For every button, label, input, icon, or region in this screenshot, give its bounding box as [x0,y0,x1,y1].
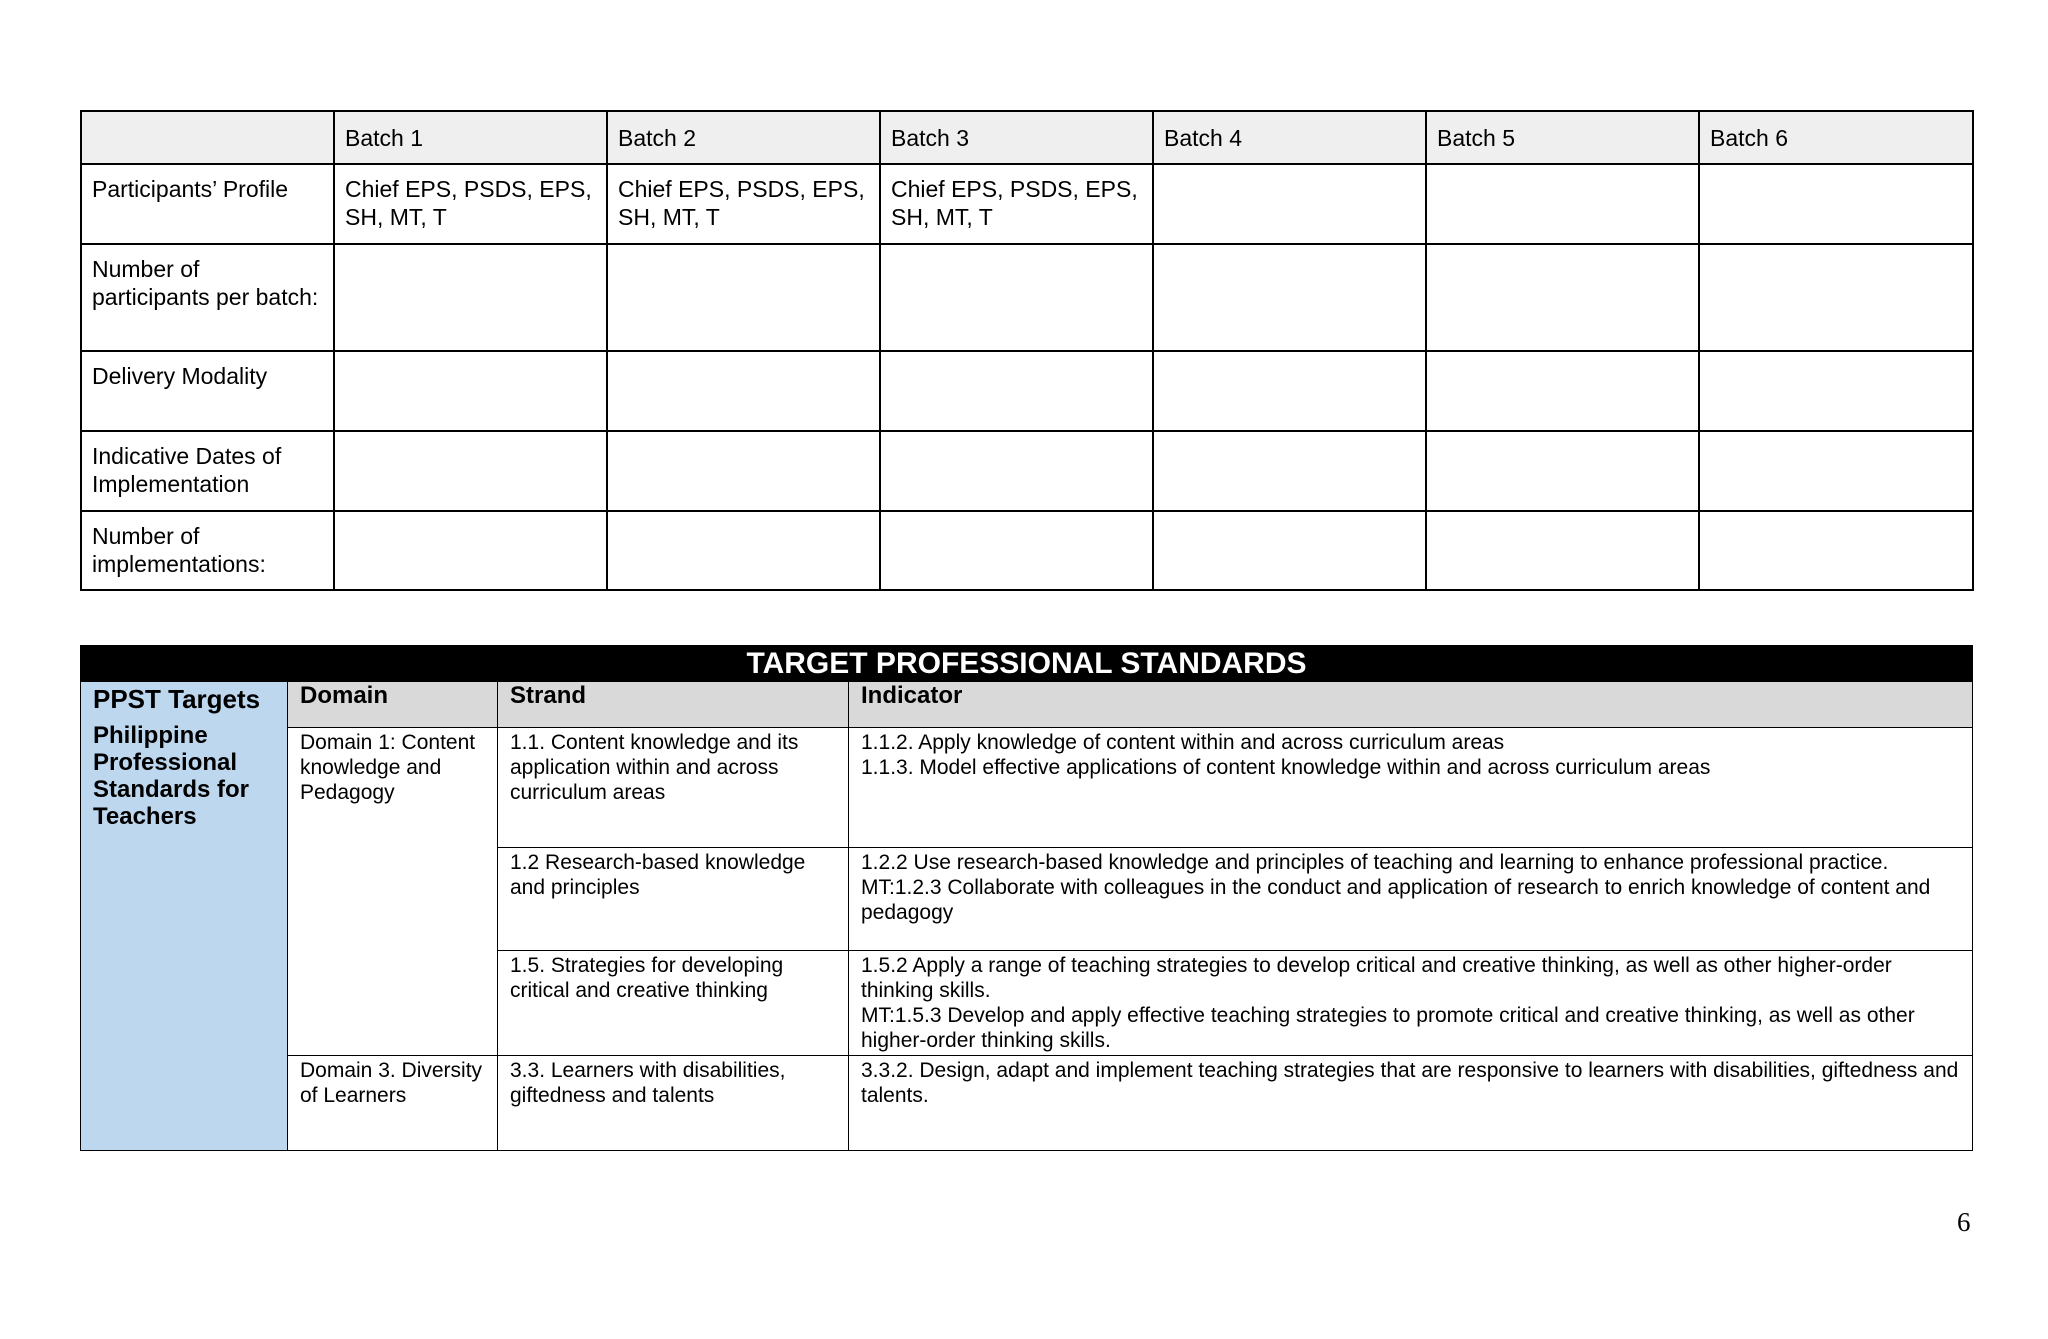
indicator-line: 1.5.2 Apply a range of teaching strategies to develop critical and creative thinking, as well as other higher-order thinking skills. [861,954,1892,1002]
table-cell [1153,244,1426,351]
indicator-line: 1.1.3. Model effective applications of content knowledge within and across curriculum areas [861,756,1711,779]
table-row [81,1056,1973,1151]
batch-header-3: Batch 3 [880,111,1153,164]
table-cell [1426,511,1699,590]
table-cell [607,351,880,431]
indicator-cell [849,1056,1973,1151]
batch-header-2: Batch 2 [607,111,880,164]
table-cell [1426,431,1699,511]
table-cell [607,511,880,590]
table-cell: Chief EPS, PSDS, EPS, SH, MT, T [334,164,607,244]
batch-header-1: Batch 1 [334,111,607,164]
table-cell [334,351,607,431]
strand-header: Strand [498,682,849,728]
indicator-line: MT:1.5.3 Develop and apply effective teaching strategies to promote critical and creative thinking, as well as other higher-order thinking skills. [861,1004,1915,1052]
table-cell [334,511,607,590]
table-cell: Chief EPS, PSDS, EPS, SH, MT, T [607,164,880,244]
row-label-delivery-modality: Delivery Modality [81,351,334,431]
domain-cell: Domain 1: Content knowledge and Pedagogy [288,728,498,1056]
table-cell [607,244,880,351]
indicator-line: 1.2.2 Use research-based knowledge and principles of teaching and learning to enhance professional practice. [861,851,1889,874]
table-row [81,351,1973,431]
table-cell [1153,431,1426,511]
table-cell: Chief EPS, PSDS, EPS, SH, MT, T [880,164,1153,244]
row-label-participants-profile: Participants’ Profile [81,164,334,244]
table-row [81,511,1973,590]
row-label-indicative-dates: Indicative Dates of Implementation [81,431,334,511]
standards-banner-row [81,646,1973,682]
table-row [81,431,1973,511]
row-label-number-of-participants: Number of participants per batch: [81,244,334,351]
ppst-title: PPST Targets [93,684,261,714]
table-cell [1699,164,1973,244]
ppst-subtitle: Philippine Professional Standards for Teachers [93,722,250,830]
table-cell [1699,431,1973,511]
table-row [81,728,1973,848]
standards-header-row [81,682,1973,728]
table-cell [1426,351,1699,431]
table-cell [334,244,607,351]
table-row [81,164,1973,244]
ppst-targets-cell [81,682,288,1151]
batch-header-4: Batch 4 [1153,111,1426,164]
strand-cell: 1.1. Content knowledge and its application within and across curriculum areas [498,728,849,848]
table-cell [1426,164,1699,244]
indicator-header: Indicator [849,682,1973,728]
table-cell [607,431,880,511]
table-cell [1699,351,1973,431]
batch-header-row [81,111,1973,164]
indicator-line: 1.1.2. Apply knowledge of content within and across curriculum areas [861,731,1505,754]
batch-header-5: Batch 5 [1426,111,1699,164]
domain-cell: Domain 3. Diversity of Learners [288,1056,498,1151]
standards-banner: TARGET PROFESSIONAL STANDARDS [81,646,1973,682]
standards-table [80,645,1973,1151]
table-cell [880,244,1153,351]
table-cell [334,431,607,511]
table-cell [880,351,1153,431]
strand-cell: 1.2 Research-based knowledge and principles [498,848,849,951]
table-cell [1699,511,1973,590]
strand-cell: 1.5. Strategies for developing critical and creative thinking [498,951,849,1056]
row-label-number-of-implementations: Number of implementations: [81,511,334,590]
table-cell [1426,244,1699,351]
table-cell [880,431,1153,511]
table-cell [1153,351,1426,431]
table-cell [880,511,1153,590]
indicator-line: 3.3.2. Design, adapt and implement teaching strategies that are responsive to learners with disabilities, giftedness and talents. [861,1059,1959,1107]
domain-header: Domain [288,682,498,728]
strand-cell: 3.3. Learners with disabilities, giftedness and talents [498,1056,849,1151]
indicator-cell [849,951,1973,1056]
batch-header-6: Batch 6 [1699,111,1973,164]
page-number: 6 [1957,1207,1971,1237]
table-cell [1699,244,1973,351]
table-row [81,244,1973,351]
batch-table [80,110,1974,591]
indicator-cell [849,728,1973,848]
batch-header-corner [81,111,334,164]
table-cell [1153,511,1426,590]
table-cell [1153,164,1426,244]
indicator-line: MT:1.2.3 Collaborate with colleagues in the conduct and application of research to enrich knowledge of content and pedagogy [861,876,1931,924]
indicator-cell [849,848,1973,951]
